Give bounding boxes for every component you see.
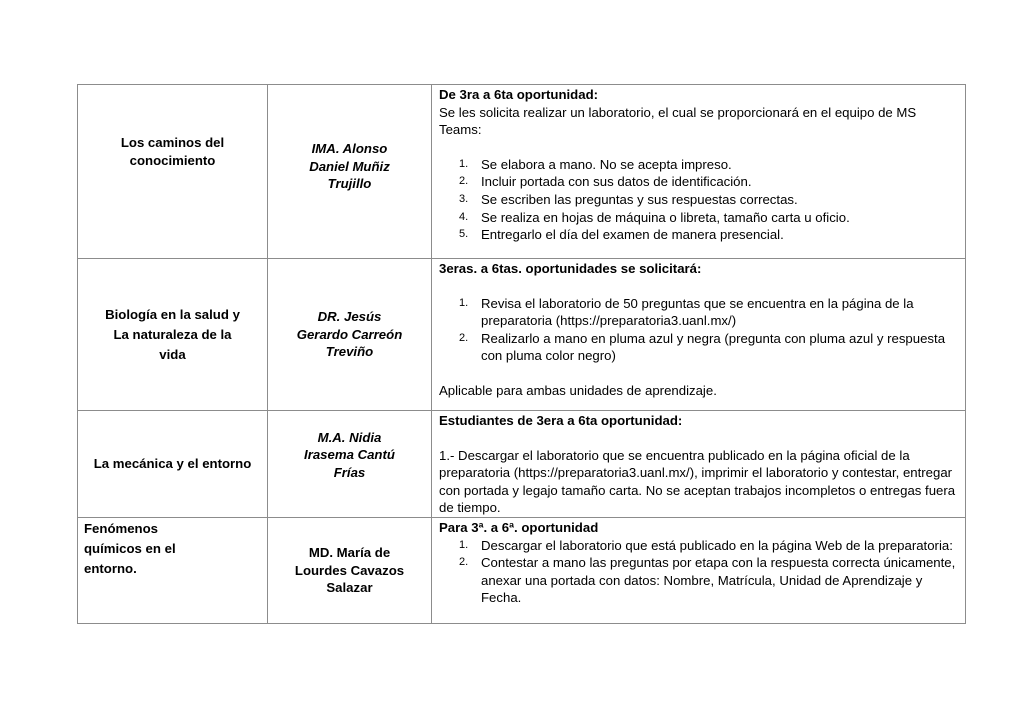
teacher-name: MD. María de Lourdes Cavazos Salazar (294, 545, 405, 596)
instructions-cell (432, 517, 966, 623)
list-text: Se escriben las preguntas y sus respuestas correctas. (481, 191, 798, 207)
teacher-cell (268, 517, 432, 623)
list-text: Revisa el laboratorio de 50 preguntas que se encuentra en la página de la preparatoria (https://preparatoria3.uanl.mx/) (481, 295, 914, 329)
assignments-table (77, 84, 966, 624)
instructions-list (439, 537, 958, 607)
list-item (439, 330, 958, 365)
list-text: Se realiza en hojas de máquina o libreta, tamaño carta u oficio. (481, 209, 850, 225)
instructions-heading: Para 3ª. a 6ª. oportunidad (439, 519, 599, 535)
instructions-cell (432, 411, 966, 518)
subject-name: Fenómenos químicos en el entorno. (84, 520, 176, 576)
subject-name: La mecánica y el entorno (93, 456, 252, 472)
teacher-name: M.A. Nidia Irasema Cantú Frías (304, 429, 395, 480)
table-row (78, 85, 966, 259)
table-row (78, 411, 966, 518)
list-item (439, 209, 958, 227)
instructions-heading: De 3ra a 6ta oportunidad: (439, 87, 599, 102)
list-number: 2. (459, 175, 469, 188)
instructions-footer: Aplicable para ambas unidades de aprendizaje. (439, 382, 717, 398)
subject-name: Los caminos del conocimiento (120, 134, 225, 168)
list-number: 1. (459, 157, 469, 170)
list-text: Realizarlo a mano en pluma azul y negra (pregunta con pluma azul y respuesta con pluma color negro) (481, 330, 946, 364)
list-item (439, 537, 958, 555)
list-item (439, 295, 958, 330)
list-text: Incluir portada con sus datos de identificación. (481, 174, 752, 190)
instructions-cell (432, 85, 966, 259)
teacher-cell (268, 85, 432, 259)
instructions-list (439, 295, 958, 365)
list-text: Descargar el laboratorio que está publicado en la página Web de la preparatoria: (481, 537, 953, 553)
subject-cell (78, 517, 268, 623)
list-number: 3. (459, 192, 469, 205)
subject-cell (78, 85, 268, 259)
table-row (78, 517, 966, 623)
subject-cell (78, 411, 268, 518)
list-item (439, 173, 958, 191)
list-text: Contestar a mano las preguntas por etapa con la respuesta correcta únicamente, anexar una portada con datos: Nombre, Matrícula, Unidad de Aprendizaje y Fecha. (481, 555, 956, 606)
list-number: 4. (459, 210, 469, 223)
list-number: 2. (459, 556, 469, 569)
list-text: Entregarlo el día del examen de manera presencial. (481, 227, 784, 243)
list-number: 2. (459, 331, 469, 344)
instructions-body: 1.- Descargar el laboratorio que se encuentra publicado en la página oficial de la preparatoria (https://preparatoria3.uanl.mx/), imprimir el laboratorio y contestar, entregar con portada y legajo tamaño carta. No se aceptan trabajos incompletos o entregas fuera de tiempo. (439, 447, 956, 516)
instructions-intro: Se les solicita realizar un laboratorio, el cual se proporcionará en el equipo de MS Teams: (439, 104, 917, 138)
teacher-name: IMA. Alonso Daniel Muñiz Trujillo (309, 141, 390, 192)
list-item (439, 226, 958, 244)
instructions-list (439, 156, 958, 244)
subject-name: Biología en la salud y La naturaleza de la vida (105, 306, 240, 362)
subject-cell (78, 259, 268, 411)
list-number: 1. (459, 538, 469, 551)
list-item (439, 191, 958, 209)
list-item (439, 554, 958, 607)
list-item (439, 156, 958, 174)
table-row (78, 259, 966, 411)
teacher-cell (268, 259, 432, 411)
instructions-heading: Estudiantes de 3era a 6ta oportunidad: (439, 413, 683, 428)
list-number: 1. (459, 296, 469, 309)
teacher-name: DR. Jesús Gerardo Carreón Treviño (296, 309, 403, 360)
list-text: Se elabora a mano. No se acepta impreso. (481, 156, 732, 172)
instructions-heading: 3eras. a 6tas. oportunidades se solicitará: (439, 261, 702, 276)
teacher-cell (268, 411, 432, 518)
instructions-cell (432, 259, 966, 411)
list-number: 5. (459, 228, 469, 241)
